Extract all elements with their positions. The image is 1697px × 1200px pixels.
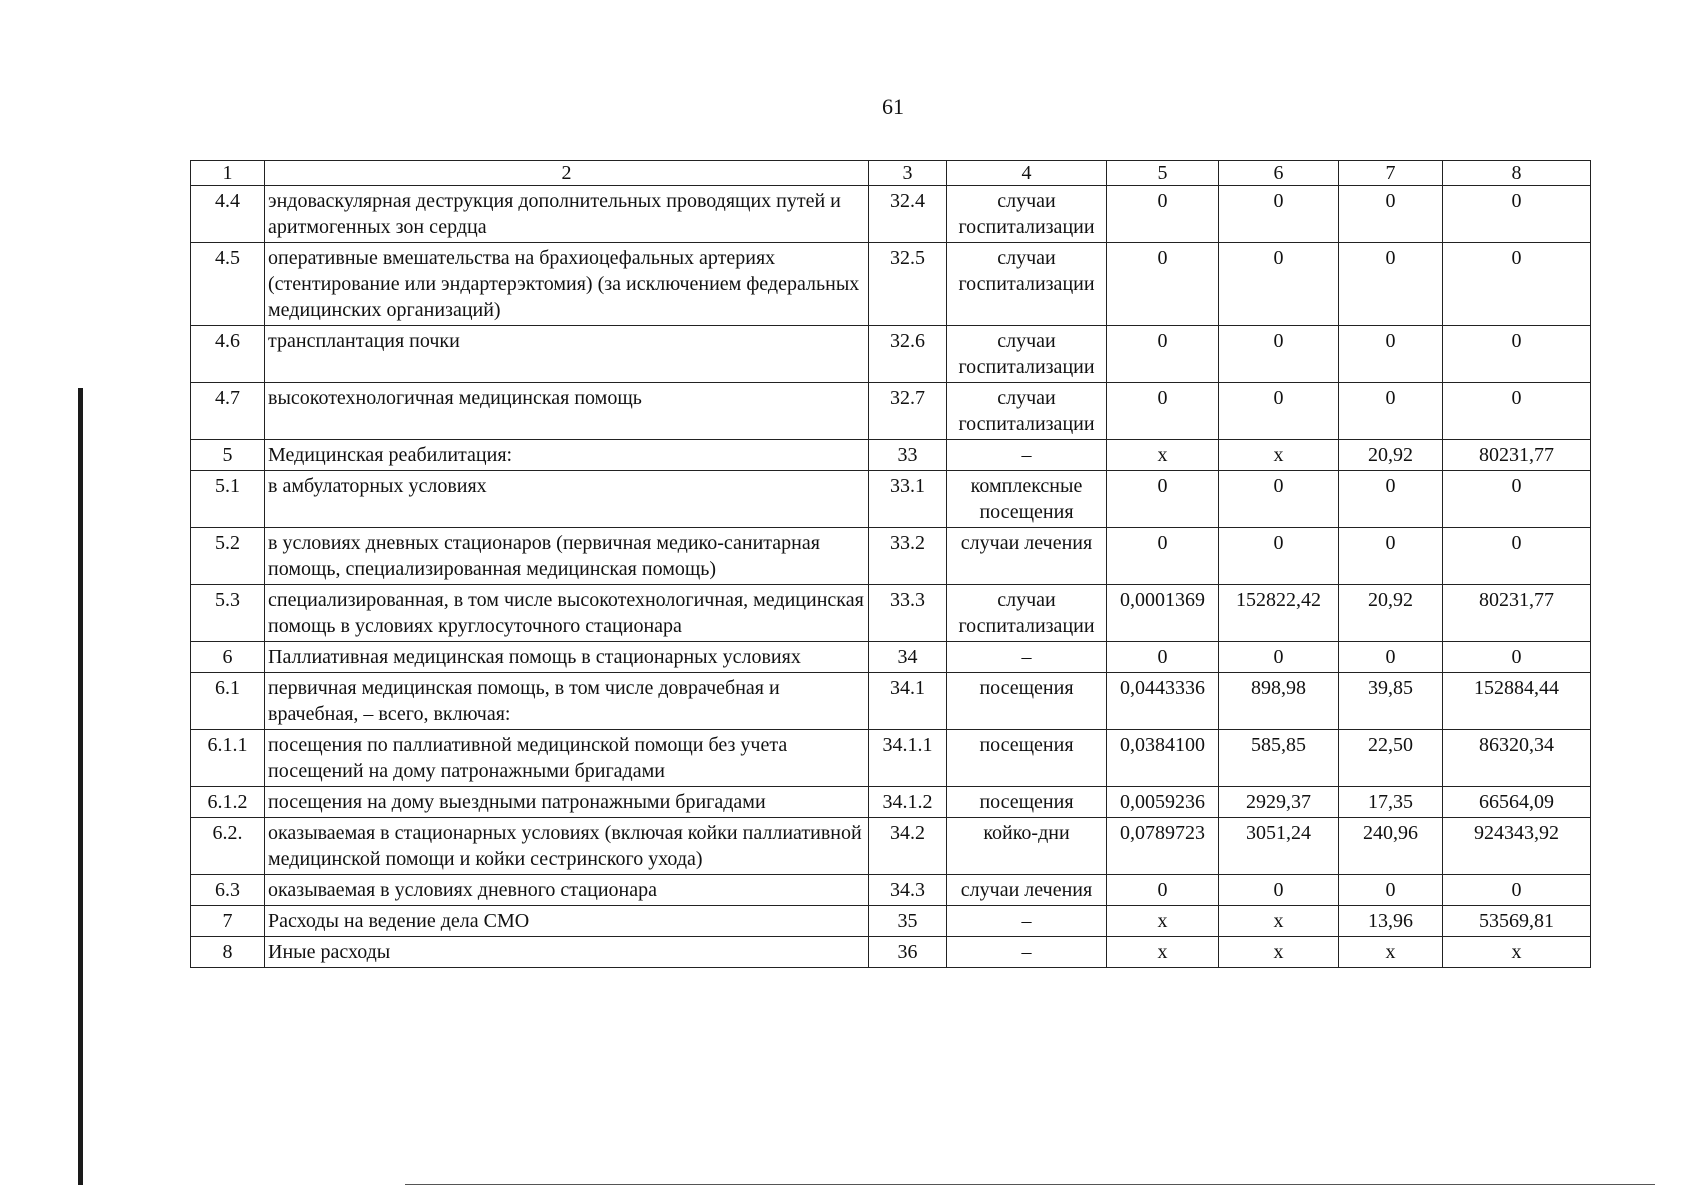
line-code-cell: 34	[869, 642, 947, 673]
value-cell-col7: 240,96	[1339, 818, 1443, 875]
row-number-cell: 6	[191, 642, 265, 673]
unit-cell: случаи госпитализации	[947, 383, 1107, 440]
table-row	[191, 875, 1591, 906]
row-number-cell: 6.1	[191, 673, 265, 730]
indicator-name-cell: трансплантация почки	[265, 326, 869, 383]
value-cell-col5: х	[1107, 906, 1219, 937]
header-cell: 7	[1339, 161, 1443, 186]
value-cell-col7: 20,92	[1339, 440, 1443, 471]
line-code-cell: 34.1.2	[869, 787, 947, 818]
indicator-name-cell: эндоваскулярная деструкция дополнительных проводящих путей и аритмогенных зон сердца	[265, 186, 869, 243]
indicator-name-cell: специализированная, в том числе высокотехнологичная, медицинская помощь в условиях круглосуточного стационара	[265, 585, 869, 642]
line-code-cell: 36	[869, 937, 947, 968]
value-cell-col5: 0	[1107, 243, 1219, 326]
value-cell-col5: 0,0001369	[1107, 585, 1219, 642]
row-number-cell: 6.1.1	[191, 730, 265, 787]
line-code-cell: 33.2	[869, 528, 947, 585]
value-cell-col5: 0	[1107, 186, 1219, 243]
indicator-name-cell: в условиях дневных стационаров (первичная медико-санитарная помощь, специализированная медицинская помощь)	[265, 528, 869, 585]
header-cell: 3	[869, 161, 947, 186]
line-code-cell: 35	[869, 906, 947, 937]
indicator-name-cell: в амбулаторных условиях	[265, 471, 869, 528]
scan-border-left	[78, 388, 83, 1185]
value-cell-col5: 0,0059236	[1107, 787, 1219, 818]
unit-cell: посещения	[947, 673, 1107, 730]
value-cell-col7: 0	[1339, 528, 1443, 585]
value-cell-col5: 0	[1107, 528, 1219, 585]
value-cell-col5: 0	[1107, 875, 1219, 906]
value-cell-col7: 13,96	[1339, 906, 1443, 937]
table-row	[191, 243, 1591, 326]
line-code-cell: 34.1	[869, 673, 947, 730]
value-cell-col7: 0	[1339, 383, 1443, 440]
indicator-name-cell: Паллиативная медицинская помощь в стационарных условиях	[265, 642, 869, 673]
value-cell-col8: 0	[1443, 186, 1591, 243]
table-row	[191, 787, 1591, 818]
line-code-cell: 33.3	[869, 585, 947, 642]
value-cell-col7: 20,92	[1339, 585, 1443, 642]
table-row	[191, 585, 1591, 642]
value-cell-col6: 2929,37	[1219, 787, 1339, 818]
unit-cell: случаи госпитализации	[947, 585, 1107, 642]
indicator-name-cell: Иные расходы	[265, 937, 869, 968]
row-number-cell: 4.7	[191, 383, 265, 440]
unit-cell: комплексные посещения	[947, 471, 1107, 528]
line-code-cell: 32.7	[869, 383, 947, 440]
value-cell-col6: 152822,42	[1219, 585, 1339, 642]
value-cell-col8: 66564,09	[1443, 787, 1591, 818]
table-row	[191, 906, 1591, 937]
row-number-cell: 4.6	[191, 326, 265, 383]
unit-cell: посещения	[947, 787, 1107, 818]
header-cell: 8	[1443, 161, 1591, 186]
table-row	[191, 937, 1591, 968]
row-number-cell: 6.1.2	[191, 787, 265, 818]
value-cell-col7: 0	[1339, 243, 1443, 326]
value-cell-col8: 924343,92	[1443, 818, 1591, 875]
indicator-name-cell: Расходы на ведение дела СМО	[265, 906, 869, 937]
header-row	[191, 161, 1591, 186]
line-code-cell: 33.1	[869, 471, 947, 528]
table-row	[191, 642, 1591, 673]
value-cell-col5: х	[1107, 937, 1219, 968]
value-cell-col6: х	[1219, 906, 1339, 937]
value-cell-col5: 0,0789723	[1107, 818, 1219, 875]
value-cell-col8: 0	[1443, 471, 1591, 528]
value-cell-col5: х	[1107, 440, 1219, 471]
indicator-name-cell: первичная медицинская помощь, в том числе доврачебная и врачебная, – всего, включая:	[265, 673, 869, 730]
value-cell-col8: 80231,77	[1443, 440, 1591, 471]
value-cell-col7: х	[1339, 937, 1443, 968]
row-number-cell: 4.4	[191, 186, 265, 243]
value-cell-col8: 0	[1443, 642, 1591, 673]
value-cell-col5: 0	[1107, 642, 1219, 673]
line-code-cell: 32.6	[869, 326, 947, 383]
indicator-name-cell: посещения по паллиативной медицинской помощи без учета посещений на дому патронажными бригадами	[265, 730, 869, 787]
value-cell-col7: 0	[1339, 642, 1443, 673]
value-cell-col5: 0,0443336	[1107, 673, 1219, 730]
value-cell-col5: 0	[1107, 383, 1219, 440]
unit-cell: –	[947, 937, 1107, 968]
value-cell-col5: 0	[1107, 471, 1219, 528]
unit-cell: случаи госпитализации	[947, 326, 1107, 383]
value-cell-col6: 898,98	[1219, 673, 1339, 730]
value-cell-col7: 0	[1339, 326, 1443, 383]
table-row	[191, 186, 1591, 243]
value-cell-col8: 0	[1443, 875, 1591, 906]
value-cell-col7: 0	[1339, 875, 1443, 906]
value-cell-col5: 0	[1107, 326, 1219, 383]
table-row	[191, 528, 1591, 585]
value-cell-col6: 0	[1219, 642, 1339, 673]
value-cell-col8: 0	[1443, 528, 1591, 585]
row-number-cell: 7	[191, 906, 265, 937]
value-cell-col6: 0	[1219, 383, 1339, 440]
value-cell-col8: 0	[1443, 383, 1591, 440]
table-row	[191, 471, 1591, 528]
line-code-cell: 33	[869, 440, 947, 471]
value-cell-col7: 0	[1339, 186, 1443, 243]
indicator-name-cell: оперативные вмешательства на брахиоцефальных артериях (стентирование или эндартерэктомия) (за исключением федеральных медицинских организаций)	[265, 243, 869, 326]
value-cell-col8: 53569,81	[1443, 906, 1591, 937]
table-row	[191, 818, 1591, 875]
data-table	[190, 160, 1591, 968]
header-cell: 5	[1107, 161, 1219, 186]
value-cell-col6: х	[1219, 440, 1339, 471]
table-row	[191, 326, 1591, 383]
value-cell-col6: 0	[1219, 875, 1339, 906]
value-cell-col8: 152884,44	[1443, 673, 1591, 730]
line-code-cell: 34.2	[869, 818, 947, 875]
line-code-cell: 34.1.1	[869, 730, 947, 787]
unit-cell: случаи лечения	[947, 875, 1107, 906]
header-cell: 2	[265, 161, 869, 186]
indicator-name-cell: высокотехнологичная медицинская помощь	[265, 383, 869, 440]
unit-cell: посещения	[947, 730, 1107, 787]
value-cell-col7: 17,35	[1339, 787, 1443, 818]
value-cell-col5: 0,0384100	[1107, 730, 1219, 787]
row-number-cell: 5	[191, 440, 265, 471]
indicator-name-cell: Медицинская реабилитация:	[265, 440, 869, 471]
row-number-cell: 5.1	[191, 471, 265, 528]
value-cell-col6: 0	[1219, 326, 1339, 383]
row-number-cell: 5.2	[191, 528, 265, 585]
header-cell: 6	[1219, 161, 1339, 186]
value-cell-col8: 0	[1443, 326, 1591, 383]
value-cell-col8: х	[1443, 937, 1591, 968]
row-number-cell: 8	[191, 937, 265, 968]
unit-cell: –	[947, 440, 1107, 471]
value-cell-col7: 0	[1339, 471, 1443, 528]
table-row	[191, 440, 1591, 471]
row-number-cell: 6.2.	[191, 818, 265, 875]
table-row	[191, 383, 1591, 440]
value-cell-col6: 585,85	[1219, 730, 1339, 787]
row-number-cell: 5.3	[191, 585, 265, 642]
value-cell-col6: 0	[1219, 243, 1339, 326]
header-cell: 1	[191, 161, 265, 186]
value-cell-col7: 39,85	[1339, 673, 1443, 730]
indicator-name-cell: посещения на дому выездными патронажными бригадами	[265, 787, 869, 818]
unit-cell: койко-дни	[947, 818, 1107, 875]
unit-cell: случаи госпитализации	[947, 243, 1107, 326]
value-cell-col8: 0	[1443, 243, 1591, 326]
value-cell-col6: 0	[1219, 528, 1339, 585]
line-code-cell: 32.5	[869, 243, 947, 326]
value-cell-col8: 80231,77	[1443, 585, 1591, 642]
row-number-cell: 4.5	[191, 243, 265, 326]
unit-cell: –	[947, 642, 1107, 673]
table-row	[191, 730, 1591, 787]
unit-cell: –	[947, 906, 1107, 937]
unit-cell: случаи госпитализации	[947, 186, 1107, 243]
page-number: 61	[882, 94, 904, 119]
scan-border-bottom	[405, 1184, 1655, 1185]
value-cell-col6: 3051,24	[1219, 818, 1339, 875]
value-cell-col6: 0	[1219, 186, 1339, 243]
value-cell-col7: 22,50	[1339, 730, 1443, 787]
row-number-cell: 6.3	[191, 875, 265, 906]
unit-cell: случаи лечения	[947, 528, 1107, 585]
value-cell-col6: 0	[1219, 471, 1339, 528]
indicator-name-cell: оказываемая в стационарных условиях (включая койки паллиативной медицинской помощи и койки сестринского ухода)	[265, 818, 869, 875]
header-cell: 4	[947, 161, 1107, 186]
table-row	[191, 673, 1591, 730]
line-code-cell: 32.4	[869, 186, 947, 243]
line-code-cell: 34.3	[869, 875, 947, 906]
value-cell-col8: 86320,34	[1443, 730, 1591, 787]
value-cell-col6: х	[1219, 937, 1339, 968]
indicator-name-cell: оказываемая в условиях дневного стационара	[265, 875, 869, 906]
